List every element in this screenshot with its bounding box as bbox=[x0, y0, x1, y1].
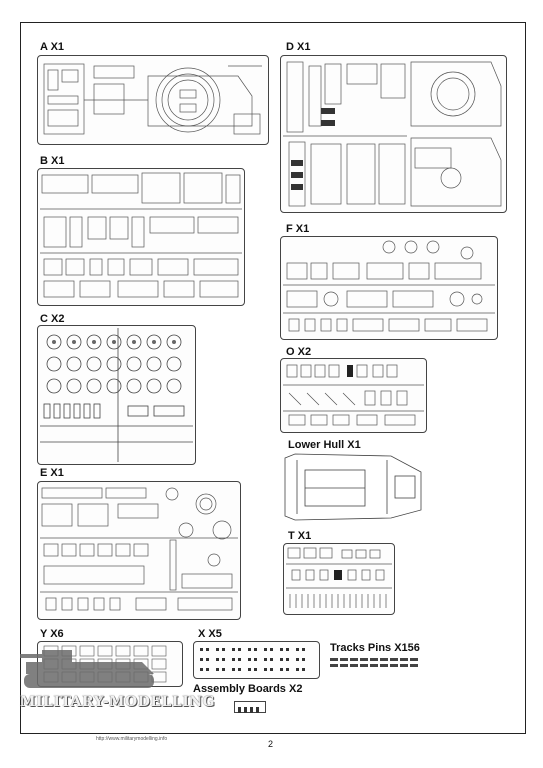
sprue-f-label: F X1 bbox=[286, 223, 310, 235]
sprue-f-diagram bbox=[280, 236, 498, 340]
sprue-a-diagram bbox=[37, 55, 269, 145]
sprue-x-diagram bbox=[193, 641, 320, 679]
sprue-o-label: O X2 bbox=[286, 346, 312, 358]
tracks-pins-label: Tracks Pins X156 bbox=[330, 642, 420, 654]
sprue-c-diagram bbox=[37, 325, 196, 465]
sprue-a-label: A X1 bbox=[40, 41, 65, 53]
tracks-pins-diagram bbox=[330, 656, 422, 670]
sprue-o-diagram bbox=[280, 358, 427, 433]
sprue-t-label: T X1 bbox=[288, 530, 312, 542]
sprue-d-diagram bbox=[280, 55, 507, 213]
sprue-d-label: D X1 bbox=[286, 41, 311, 53]
sprue-y-label: Y X6 bbox=[40, 628, 64, 640]
sprue-e-label: E X1 bbox=[40, 467, 64, 479]
watermark-text: MILITARY-MODELLING bbox=[20, 694, 216, 710]
lower-hull-diagram bbox=[283, 452, 423, 522]
assembly-boards-label: Assembly Boards X2 bbox=[193, 683, 303, 695]
sprue-b-diagram bbox=[37, 168, 245, 306]
page-number: 2 bbox=[268, 739, 274, 749]
sprue-t-diagram bbox=[283, 543, 395, 615]
lower-hull-label: Lower Hull X1 bbox=[288, 439, 361, 451]
watermark-url: http://www.militarymodelling.info bbox=[96, 736, 168, 742]
sprue-x-label: X X5 bbox=[198, 628, 222, 640]
assembly-boards-diagram bbox=[234, 701, 266, 713]
sprue-c-label: C X2 bbox=[40, 313, 65, 325]
sprue-b-label: B X1 bbox=[40, 155, 65, 167]
sprue-e-diagram bbox=[37, 481, 241, 620]
